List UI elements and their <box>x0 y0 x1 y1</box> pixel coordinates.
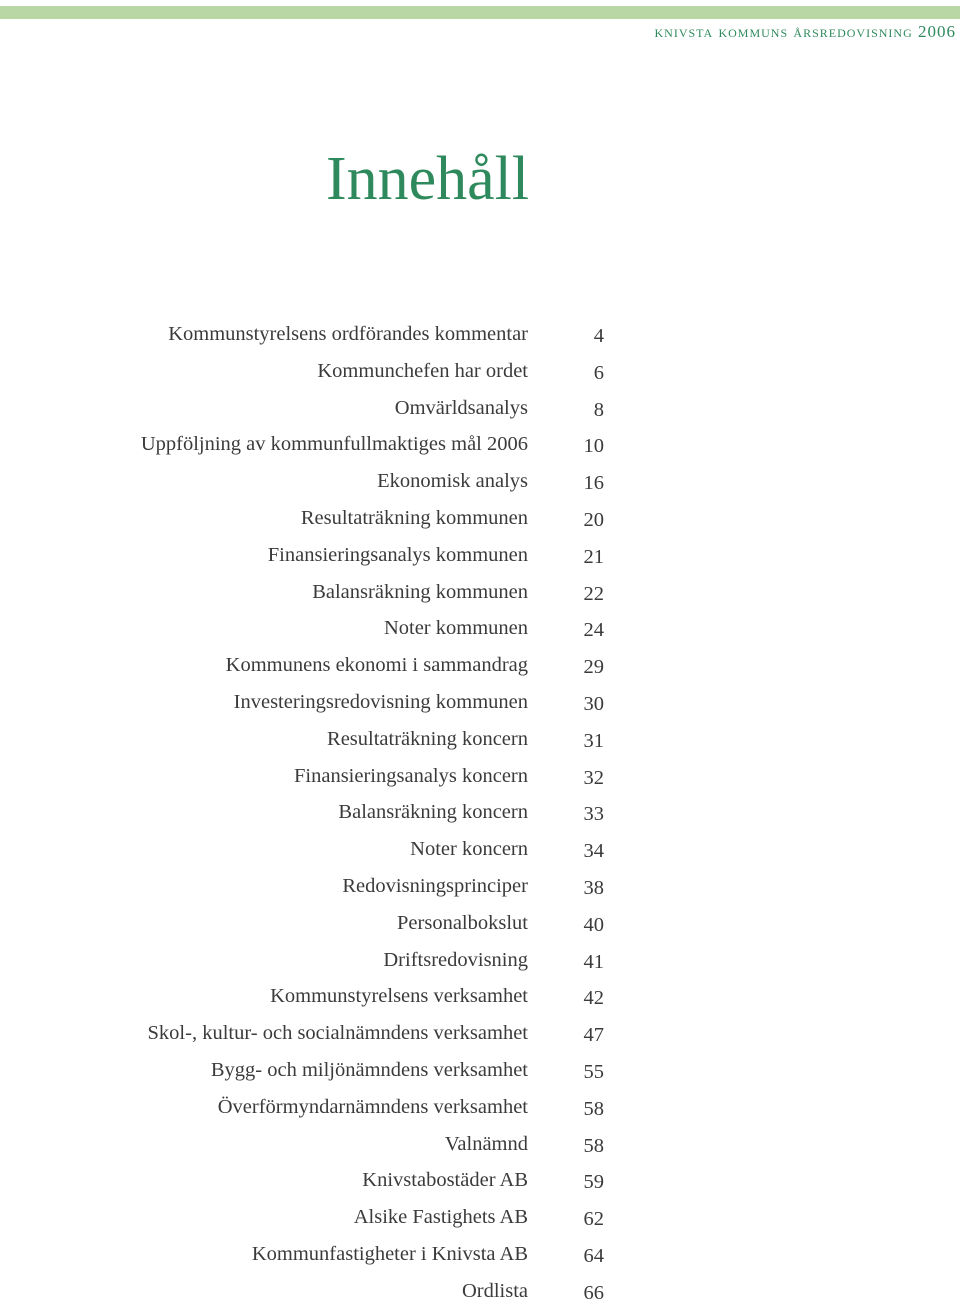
toc-entry-page-number: 33 <box>583 803 604 826</box>
toc-entry-title: Kommunstyrelsens ordförandes kommentar <box>168 323 528 345</box>
toc-entry-title: Bygg- och miljönämndens verksamhet <box>210 1058 528 1081</box>
toc-entry[interactable] <box>0 535 960 572</box>
toc-entry-title: Kommunchefen har ordet <box>317 359 528 382</box>
toc-entry[interactable] <box>0 572 960 609</box>
toc-entry[interactable] <box>0 498 960 535</box>
toc-entry-title: Resultaträkning kommunen <box>300 506 528 529</box>
toc-entry-title: Noter kommunen <box>383 617 528 640</box>
toc-entry-title: Uppföljning av kommunfullmaktiges mål 2006 <box>140 433 528 456</box>
toc-entry-page-number: 31 <box>583 729 604 752</box>
toc-entry-title: Balansräkning kommunen <box>312 580 528 603</box>
toc-entry[interactable] <box>0 792 960 829</box>
toc-entry[interactable] <box>0 461 960 498</box>
toc-entry-page-number: 40 <box>583 913 604 936</box>
top-decorative-bar <box>0 6 960 19</box>
running-header: knivsta kommuns årsredovisning 2006 <box>654 22 956 41</box>
toc-entry-title: Balansräkning koncern <box>338 801 528 824</box>
toc-entry-page-number: 58 <box>583 1134 604 1157</box>
toc-entry[interactable] <box>0 682 960 719</box>
toc-entry-page-number: 41 <box>583 950 604 973</box>
toc-entry-title: Alsike Fastighets AB <box>353 1206 528 1229</box>
toc-entry[interactable] <box>0 314 960 351</box>
table-of-contents <box>0 314 960 1308</box>
toc-entry-title: Kommunfastigheter i Knivsta AB <box>251 1242 528 1265</box>
toc-entry-title: Driftsredovisning <box>383 948 528 971</box>
toc-entry[interactable] <box>0 1271 960 1308</box>
toc-entry-page-number: 24 <box>583 619 604 642</box>
toc-entry[interactable] <box>0 424 960 461</box>
toc-entry-title: Skol-, kultur- och socialnämndens verksamhet <box>147 1022 528 1045</box>
toc-entry-title: Valnämnd <box>444 1132 528 1155</box>
toc-entry[interactable] <box>0 976 960 1013</box>
toc-entry[interactable] <box>0 903 960 940</box>
toc-entry-title: Redovisningsprinciper <box>342 874 528 897</box>
toc-entry[interactable] <box>0 1087 960 1124</box>
toc-entry-page-number: 21 <box>583 545 604 568</box>
toc-entry-page-number: 20 <box>583 508 604 531</box>
toc-entry-page-number: 6 <box>593 361 604 384</box>
toc-entry-page-number: 66 <box>583 1281 604 1304</box>
toc-entry-page-number: 55 <box>583 1060 604 1083</box>
toc-entry-page-number: 62 <box>583 1208 604 1231</box>
toc-entry[interactable] <box>0 829 960 866</box>
toc-entry-title: Kommunens ekonomi i sammandrag <box>225 654 528 677</box>
toc-entry-page-number: 32 <box>583 766 604 789</box>
toc-entry-title: Ordlista <box>461 1279 528 1302</box>
toc-entry[interactable] <box>0 388 960 425</box>
toc-entry-page-number: 47 <box>583 1024 604 1047</box>
toc-entry-page-number: 38 <box>583 876 604 899</box>
toc-entry-page-number: 42 <box>583 987 604 1010</box>
toc-entry-title: Kommunstyrelsens verksamhet <box>270 985 528 1008</box>
toc-entry-title: Knivstabostäder AB <box>362 1169 528 1192</box>
toc-entry[interactable] <box>0 1124 960 1161</box>
toc-entry[interactable] <box>0 1013 960 1050</box>
toc-entry[interactable] <box>0 1050 960 1087</box>
toc-entry[interactable] <box>0 608 960 645</box>
toc-entry-page-number: 10 <box>583 435 604 458</box>
toc-entry-page-number: 29 <box>583 656 604 679</box>
toc-entry[interactable] <box>0 1160 960 1197</box>
toc-entry-page-number: 59 <box>583 1171 604 1194</box>
toc-entry-page-number: 16 <box>583 472 604 495</box>
toc-entry[interactable] <box>0 1197 960 1234</box>
toc-entry-page-number: 8 <box>593 398 604 421</box>
toc-entry-title: Ekonomisk analys <box>377 470 528 493</box>
toc-entry-title: Omvärldsanalys <box>394 396 528 419</box>
toc-entry-page-number: 34 <box>583 840 604 863</box>
toc-entry-title: Resultaträkning koncern <box>327 727 528 750</box>
toc-entry-title: Finansieringsanalys koncern <box>294 764 528 787</box>
toc-entry-page-number: 4 <box>593 325 604 347</box>
toc-entry-title: Noter koncern <box>410 838 528 861</box>
toc-entry[interactable] <box>0 351 960 388</box>
toc-entry-page-number: 30 <box>583 692 604 715</box>
toc-entry-page-number: 22 <box>583 582 604 605</box>
toc-entry-page-number: 58 <box>583 1097 604 1120</box>
page-title: Innehåll <box>326 145 530 213</box>
toc-entry-title: Personalbokslut <box>397 911 528 934</box>
toc-entry-title: Finansieringsanalys kommunen <box>267 543 528 566</box>
toc-entry[interactable] <box>0 719 960 756</box>
toc-entry-title: Investeringsredovisning kommunen <box>233 690 528 713</box>
toc-entry[interactable] <box>0 1234 960 1271</box>
toc-entry[interactable] <box>0 940 960 977</box>
toc-entry-page-number: 64 <box>583 1244 604 1267</box>
toc-entry[interactable] <box>0 756 960 793</box>
toc-entry[interactable] <box>0 866 960 903</box>
toc-entry[interactable] <box>0 645 960 682</box>
toc-entry-title: Överförmyndarnämndens verksamhet <box>217 1095 528 1118</box>
